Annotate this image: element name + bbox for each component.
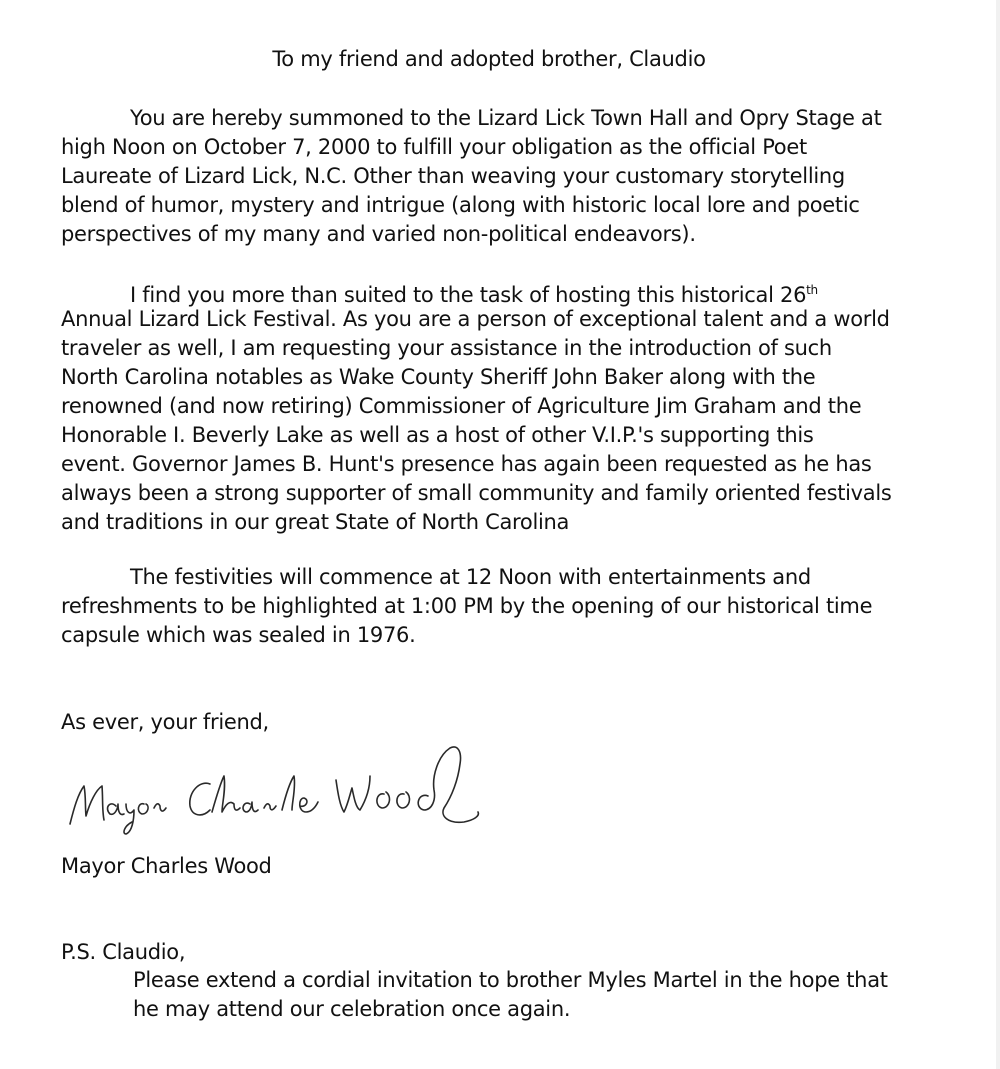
paragraph-1-line-5: perspectives of my many and varied non-political endeavors). — [61, 222, 696, 246]
paragraph-1-line-3: Laureate of Lizard Lick, N.C. Other than weaving your customary storytelling — [61, 164, 845, 188]
paragraph-2-line-3: traveler as well, I am requesting your assistance in the introduction of such — [61, 336, 832, 360]
paragraph-1-line-4: blend of humor, mystery and intrigue (along with historic local lore and poetic — [61, 193, 860, 217]
paragraph-1-line-1: You are hereby summoned to the Lizard Lick Town Hall and Opry Stage at — [130, 106, 882, 130]
paragraph-3-line-2: refreshments to be highlighted at 1:00 PM by the opening of our historical time — [61, 594, 873, 618]
paragraph-3-line-3: capsule which was sealed in 1976. — [61, 623, 416, 647]
ps-line-2: he may attend our celebration once again. — [133, 997, 571, 1021]
paragraph-2-line-7: event. Governor James B. Hunt's presence has again been requested as he has — [61, 452, 872, 476]
paragraph-2-line-9: and traditions in our great State of North Carolina — [61, 510, 570, 534]
handwritten-signature — [60, 736, 490, 836]
paragraph-2-line-1-text: I find you more than suited to the task of hosting this historical 26 — [130, 283, 807, 307]
paragraph-2-line-6: Honorable I. Beverly Lake as well as a host of other V.I.P.'s supporting this — [61, 423, 814, 447]
page-edge — [996, 0, 1000, 1069]
closing: As ever, your friend, — [61, 710, 269, 734]
ordinal-suffix: th — [806, 283, 818, 297]
paragraph-2-line-4: North Carolina notables as Wake County Sheriff John Baker along with the — [61, 365, 816, 389]
paragraph-2-line-8: always been a strong supporter of small community and family oriented festivals — [61, 481, 892, 505]
paragraph-3-line-1: The festivities will commence at 12 Noon with entertainments and — [130, 565, 811, 589]
paragraph-2-line-2: Annual Lizard Lick Festival. As you are a person of exceptional talent and a world — [61, 307, 890, 331]
ps-line-1: Please extend a cordial invitation to brother Myles Martel in the hope that — [133, 968, 888, 992]
greeting: To my friend and adopted brother, Claudio — [272, 47, 706, 71]
signer-name: Mayor Charles Wood — [61, 854, 272, 878]
paragraph-2-line-5: renowned (and now retiring) Commissioner of Agriculture Jim Graham and the — [61, 394, 862, 418]
ps-label: P.S. Claudio, — [61, 940, 186, 964]
paragraph-1-line-2: high Noon on October 7, 2000 to fulfill your obligation as the official Poet — [61, 135, 807, 159]
